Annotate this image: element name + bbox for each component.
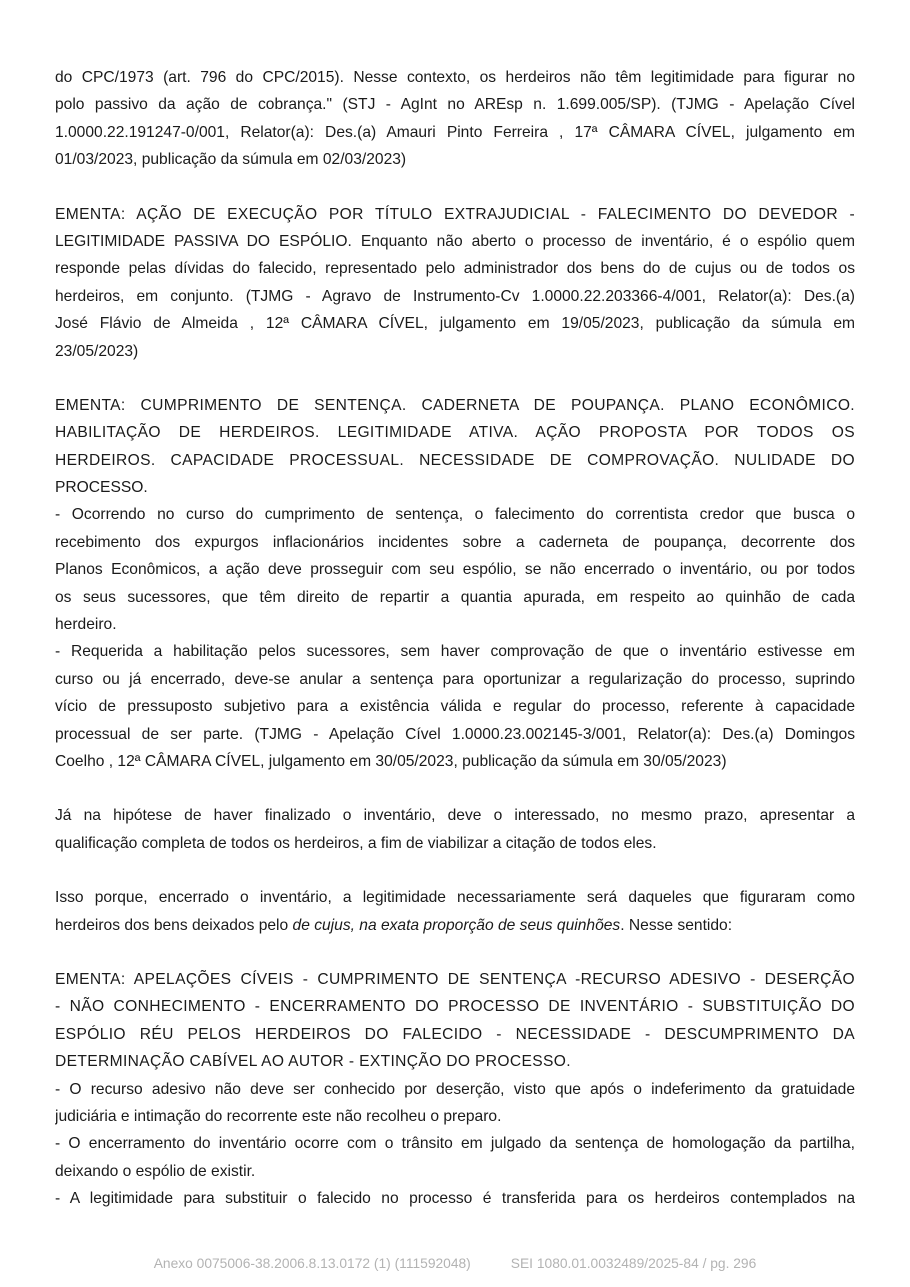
text-line: Já na hipótese de haver finalizado o inventário, deve o interessado, no mesmo prazo, apresentar a [55, 807, 855, 825]
text-span: herdeiros dos bens deixados pelo [55, 916, 293, 934]
text-line: - O recurso adesivo não deve ser conhecido por deserção, visto que após o indeferimento da gratuidade [55, 1080, 855, 1098]
text-line: 23/05/2023) [55, 342, 139, 360]
paragraph-ementa-execucao [55, 201, 855, 365]
text-line: recebimento dos expurgos inflacionários incidentes sobre a caderneta de poupança, decorrente dos [55, 533, 855, 551]
footer-annex-reference: Anexo 0075006-38.2006.8.13.0172 (1) (111592048) [153, 1256, 471, 1271]
document-body [55, 64, 855, 1239]
text-line: deixando o espólio de existir. [55, 1162, 256, 1180]
text-line: responde pelas dívidas do falecido, representado pelo administrador dos bens do de cujus ou de todos os [55, 260, 855, 278]
text-line: os seus sucessores, que têm direito de repartir a quantia apurada, em respeito ao quinhão de cada [55, 588, 855, 606]
paragraph-inventario-finalizado [55, 802, 855, 857]
text-line: vício de pressuposto subjetivo para a existência válida e regular do processo, referente à capacidade [55, 698, 855, 716]
text-line: - Ocorrendo no curso do cumprimento de sentença, o falecimento do correntista credor que busca o [55, 506, 855, 524]
text-line: EMENTA: AÇÃO DE EXECUÇÃO POR TÍTULO EXTRAJUDICIAL - FALECIMENTO DO DEVEDOR - [55, 205, 855, 223]
text-line: PROCESSO. [55, 479, 148, 497]
text-line: - A legitimidade para substituir o falecido no processo é transferida para os herdeiros contemplados na [55, 1190, 855, 1208]
text-line: ESPÓLIO RÉU PELOS HERDEIROS DO FALECIDO - NECESSIDADE - DESCUMPRIMENTO DA [55, 1025, 855, 1043]
paragraph-legitimidade [55, 884, 855, 939]
text-line-mixed [55, 912, 855, 939]
text-line: Planos Econômicos, a ação deve prosseguir com seu espólio, se não encerrado o inventário, ou por todos [55, 561, 855, 579]
text-line: EMENTA: APELAÇÕES CÍVEIS - CUMPRIMENTO DE SENTENÇA -RECURSO ADESIVO - DESERÇÃO [55, 970, 855, 988]
text-line: DETERMINAÇÃO CABÍVEL AO AUTOR - EXTINÇÃO DO PROCESSO. [55, 1053, 571, 1071]
text-line: curso ou já encerrado, deve-se anular a sentença para oportunizar a regularização do processo, suprindo [55, 670, 855, 688]
footer-sei-reference: SEI 1080.01.0032489/2025-84 / pg. 296 [510, 1256, 757, 1271]
text-span: . Nesse sentido: [620, 916, 733, 934]
text-line: - O encerramento do inventário ocorre com o trânsito em julgado da sentença de homologação da partilha, [55, 1135, 855, 1153]
text-line: judiciária e intimação do recorrente este não recolheu o preparo. [55, 1107, 502, 1125]
text-line: - Requerida a habilitação pelos sucessores, sem haver comprovação de que o inventário estivesse em [55, 643, 855, 661]
text-line: HERDEIROS. CAPACIDADE PROCESSUAL. NECESSIDADE DE COMPROVAÇÃO. NULIDADE DO [55, 451, 855, 469]
text-line: qualificação completa de todos os herdeiros, a fim de viabilizar a citação de todos eles. [55, 834, 657, 852]
italic-text: de cujus, na exata proporção de seus quinhões [292, 916, 621, 934]
text-line: polo passivo da ação de cobrança." (STJ - AgInt no AREsp n. 1.699.005/SP). (TJMG - Apelação Cível [55, 96, 855, 114]
page-footer [0, 1256, 910, 1271]
text-line: EMENTA: CUMPRIMENTO DE SENTENÇA. CADERNETA DE POUPANÇA. PLANO ECONÔMICO. [55, 396, 855, 414]
text-line: 1.0000.22.191247-0/001, Relator(a): Des.(a) Amauri Pinto Ferreira , 17ª CÂMARA CÍVEL, julgamento em [55, 123, 855, 141]
text-line: herdeiros, em conjunto. (TJMG - Agravo de Instrumento-Cv 1.0000.22.203366-4/001, Relator(a): Des.(a) [55, 287, 855, 305]
text-line: - NÃO CONHECIMENTO - ENCERRAMENTO DO PROCESSO DE INVENTÁRIO - SUBSTITUIÇÃO DO [55, 998, 855, 1016]
text-line: Coelho , 12ª CÂMARA CÍVEL, julgamento em 30/05/2023, publicação da súmula em 30/05/2023) [55, 752, 727, 770]
text-line: HABILITAÇÃO DE HERDEIROS. LEGITIMIDADE ATIVA. AÇÃO PROPOSTA POR TODOS OS [55, 424, 855, 442]
text-line: José Flávio de Almeida , 12ª CÂMARA CÍVEL, julgamento em 19/05/2023, publicação da súmula em [55, 315, 855, 333]
text-line: 01/03/2023, publicação da súmula em 02/03/2023) [55, 151, 407, 169]
text-line: do CPC/1973 (art. 796 do CPC/2015). Nesse contexto, os herdeiros não têm legitimidade para figurar no [55, 69, 855, 86]
text-line: herdeiro. [55, 616, 117, 634]
text-line: processual de ser parte. (TJMG - Apelação Cível 1.0000.23.002145-3/001, Relator(a): Des.(a) Domingos [55, 725, 855, 743]
text-line: LEGITIMIDADE PASSIVA DO ESPÓLIO. Enquanto não aberto o processo de inventário, é o espólio quem [55, 232, 855, 250]
paragraph-ementa-poupanca [55, 392, 855, 775]
text-line: Isso porque, encerrado o inventário, a legitimidade necessariamente será daqueles que figuraram como [55, 889, 855, 907]
paragraph-citation-end [55, 64, 855, 174]
paragraph-ementa-apelacoes [55, 966, 855, 1213]
